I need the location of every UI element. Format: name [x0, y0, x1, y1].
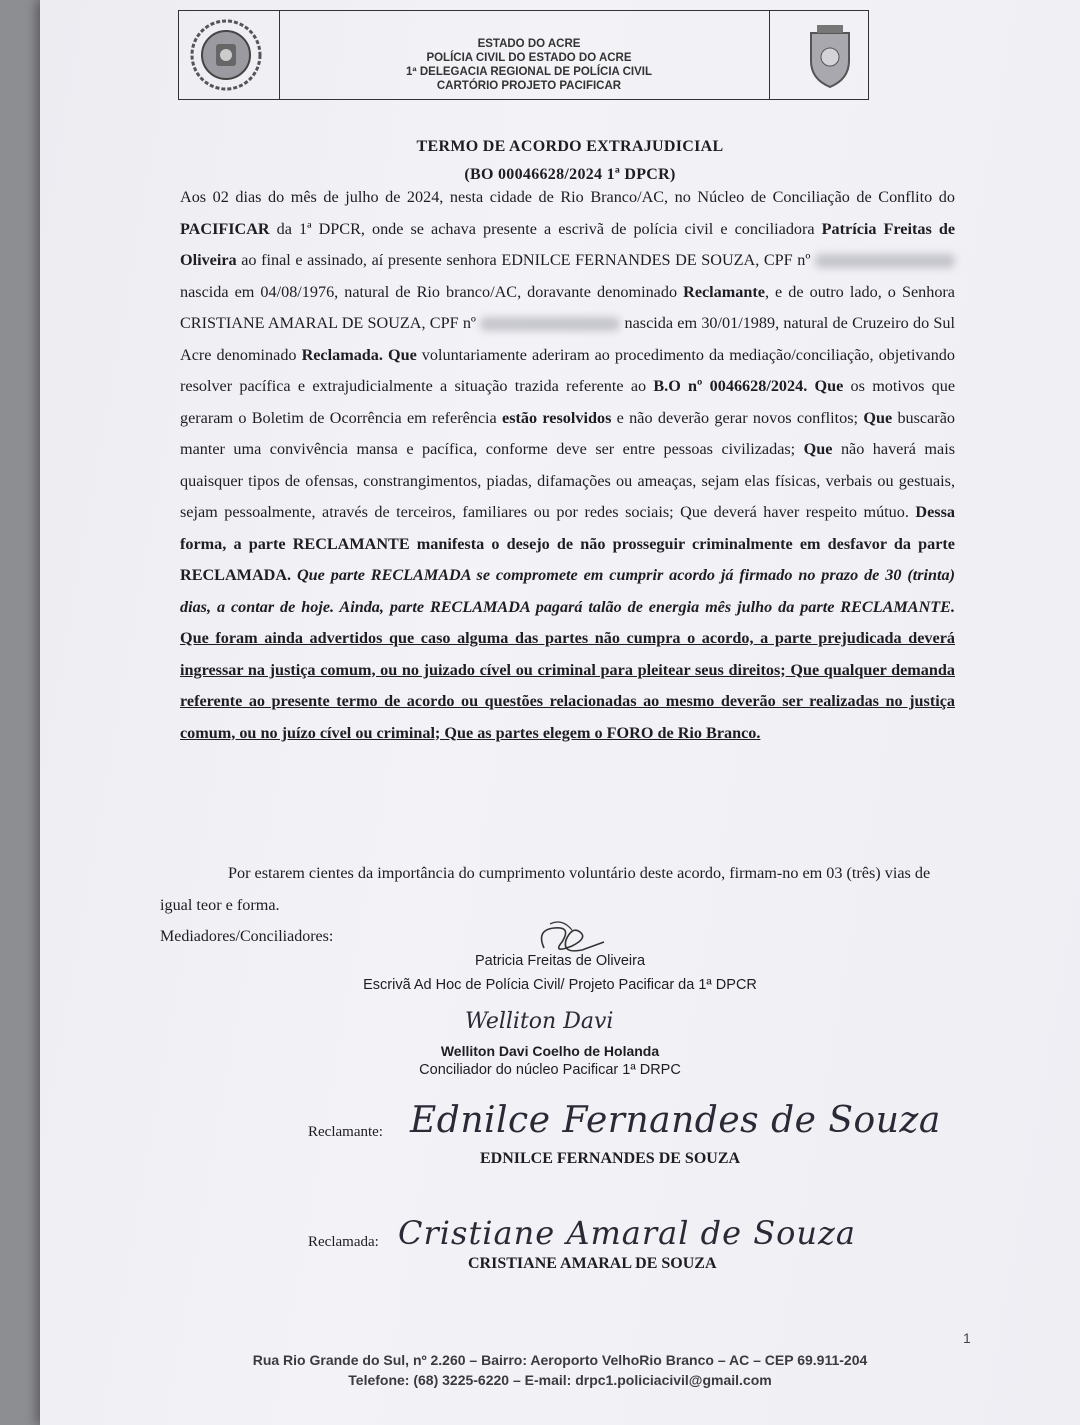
- reclamada-name: CRISTIANE AMARAL DE SOUZA: [468, 1255, 717, 1272]
- reclamada-label: Reclamada:: [308, 1234, 379, 1250]
- reclamante-name: EDNILCE FERNANDES DE SOUZA: [480, 1150, 741, 1167]
- police-badge-icon: [807, 23, 853, 89]
- body-text: e não deverão gerar novos conflitos;: [611, 408, 864, 427]
- signer-1-name: Patricia Freitas de Oliveira: [474, 953, 646, 969]
- redacted-cpf: [815, 254, 955, 268]
- signer-2-name: Welliton Davi Coelho de Holanda: [440, 1043, 660, 1059]
- conciliator-name: Patrícia Freitas de Oliveira: [180, 219, 956, 269]
- police-emblem-icon: [189, 18, 263, 92]
- footer-contact: Telefone: (68) 3225-6220 – E-mail: drpc1.policiacivil@gmail.com: [348, 1372, 772, 1388]
- redacted-cpf: [480, 317, 620, 331]
- closing-text: Por estarem cientes da importância do cumprimento voluntário deste acordo, firmam-no em 03 (três) vias de igual teor e forma.: [160, 864, 931, 914]
- reclamante-label: Reclamante:: [308, 1124, 383, 1140]
- body-underlined: Que foram ainda advertidos que caso alguma das partes não cumpra o acordo, a parte prejudicada deverá ingressar na justiça comum, ou no juizado cível ou criminal para pleitear seus direitos; Que qualquer demanda referente ao presente termo de acordo ou questões relacionadas ao mesmo deverão ser realizadas no justiça comum, ou no juízo cível ou criminal; Que as partes elegem o FORO de Rio Branco.: [180, 629, 955, 742]
- bo-reference: B.O nº 0046628/2024.: [653, 377, 808, 395]
- agreement-body: [180, 182, 955, 749]
- body-text: voluntariamente aderiram ao procedimento da mediação/conciliação, objetivando resolver pacífica e extrajudicialmente a situação trazida referente ao: [180, 345, 955, 395]
- body-text: não haverá mais quaisquer tipos de ofensas, constrangimentos, piadas, difamações ou ameaças, sejam elas físicas, verbais ou gestuais, sejam pessoalmente, através de terceiros, familiares ou por redes sociais; Que deverá haver respeito mútuo.: [180, 440, 955, 521]
- body-text: da 1ª DPCR, onde se achava presente a escrivã de polícia civil e conciliadora: [269, 219, 822, 238]
- body-text: nascida em 30/01/1989, natural de Cruzeiro do Sul Acre denominado: [180, 314, 956, 364]
- header-line-1: ESTADO DO ACRE: [477, 38, 581, 50]
- signer-2-role: Conciliador do núcleo Pacificar 1ª DRPC: [419, 1062, 681, 1078]
- reclamante-signature: Ednilce Fernandes de Souza: [410, 1100, 941, 1141]
- body-text: nascida em 04/08/1976, natural de Rio branco/AC, doravante denominado: [180, 282, 684, 301]
- letterhead: [178, 10, 869, 100]
- footer-address: Rua Rio Grande do Sul, nº 2.260 – Bairro: Aeroporto VelhoRio Branco – AC – CEP 69.911-204: [252, 1352, 868, 1368]
- document-subtitle: (BO 00046628/2024 1ª DPCR): [464, 166, 676, 183]
- body-bold: Reclamante: [683, 282, 765, 301]
- document-title: TERMO DE ACORDO EXTRAJUDICIAL: [416, 138, 724, 155]
- body-text: , e de outro lado, o Senhora CRISTIANE AMARAL DE SOUZA, CPF nº: [180, 282, 955, 332]
- signer-1-role: Escrivã Ad Hoc de Polícia Civil/ Projeto Pacificar da 1ª DPCR: [363, 977, 757, 993]
- body-bold: Que: [807, 377, 844, 395]
- closing-paragraph: [160, 858, 960, 921]
- body-text: Aos 02 dias do mês de julho de 2024, nesta cidade de Rio Branco/AC, no Núcleo de Conciliação de Conflito do: [180, 188, 955, 206]
- body-bold: Que: [382, 345, 417, 364]
- body-bold: PACIFICAR: [180, 219, 270, 238]
- body-bold: Reclamada.: [301, 345, 383, 364]
- body-bold: Que: [803, 440, 833, 458]
- header-text: [359, 37, 699, 93]
- header-line-3: 1ª DELEGACIA REGIONAL DE POLÍCIA CIVIL: [406, 66, 652, 78]
- body-text: os motivos que geraram o Boletim de Ocorrência em referência: [180, 377, 956, 427]
- body-bold: Dessa forma, a parte RECLAMANTE manifesta o desejo de não prosseguir criminalmente em desfavor da parte RECLAMADA.: [180, 503, 955, 584]
- footer: [160, 1350, 960, 1390]
- body-text: ao final e assinado, aí presente senhora EDNILCE FERNANDES DE SOUZA, CPF nº: [236, 251, 811, 269]
- body-bold-italic: Que parte RECLAMADA se compromete em cumprir acordo já firmado no prazo de 30 (trinta) dias, a contar de hoje. Ainda, parte RECLAMADA pagará talão de energia mês julho da parte RECLAMANTE.: [180, 566, 955, 616]
- body-bold: estão resolvidos: [502, 408, 612, 427]
- body-text: buscarão manter uma convivência mansa e pacífica, conforme deve ser entre pessoas civilizadas;: [180, 408, 955, 458]
- reclamada-signature: Cristiane Amaral de Souza: [398, 1214, 856, 1252]
- document-page: [40, 0, 1080, 1425]
- page-number: 1: [963, 1330, 971, 1346]
- header-line-4: CARTÓRIO PROJETO PACIFICAR: [436, 80, 622, 92]
- header-divider: [769, 11, 770, 99]
- header-line-2: POLÍCIA CIVIL DO ESTADO DO ACRE: [426, 52, 632, 64]
- mediators-label: Mediadores/Conciliadores:: [160, 928, 334, 945]
- signer-2-signature: Welliton Davi: [465, 1009, 614, 1034]
- header-divider: [279, 11, 280, 99]
- body-bold: Que: [863, 408, 893, 427]
